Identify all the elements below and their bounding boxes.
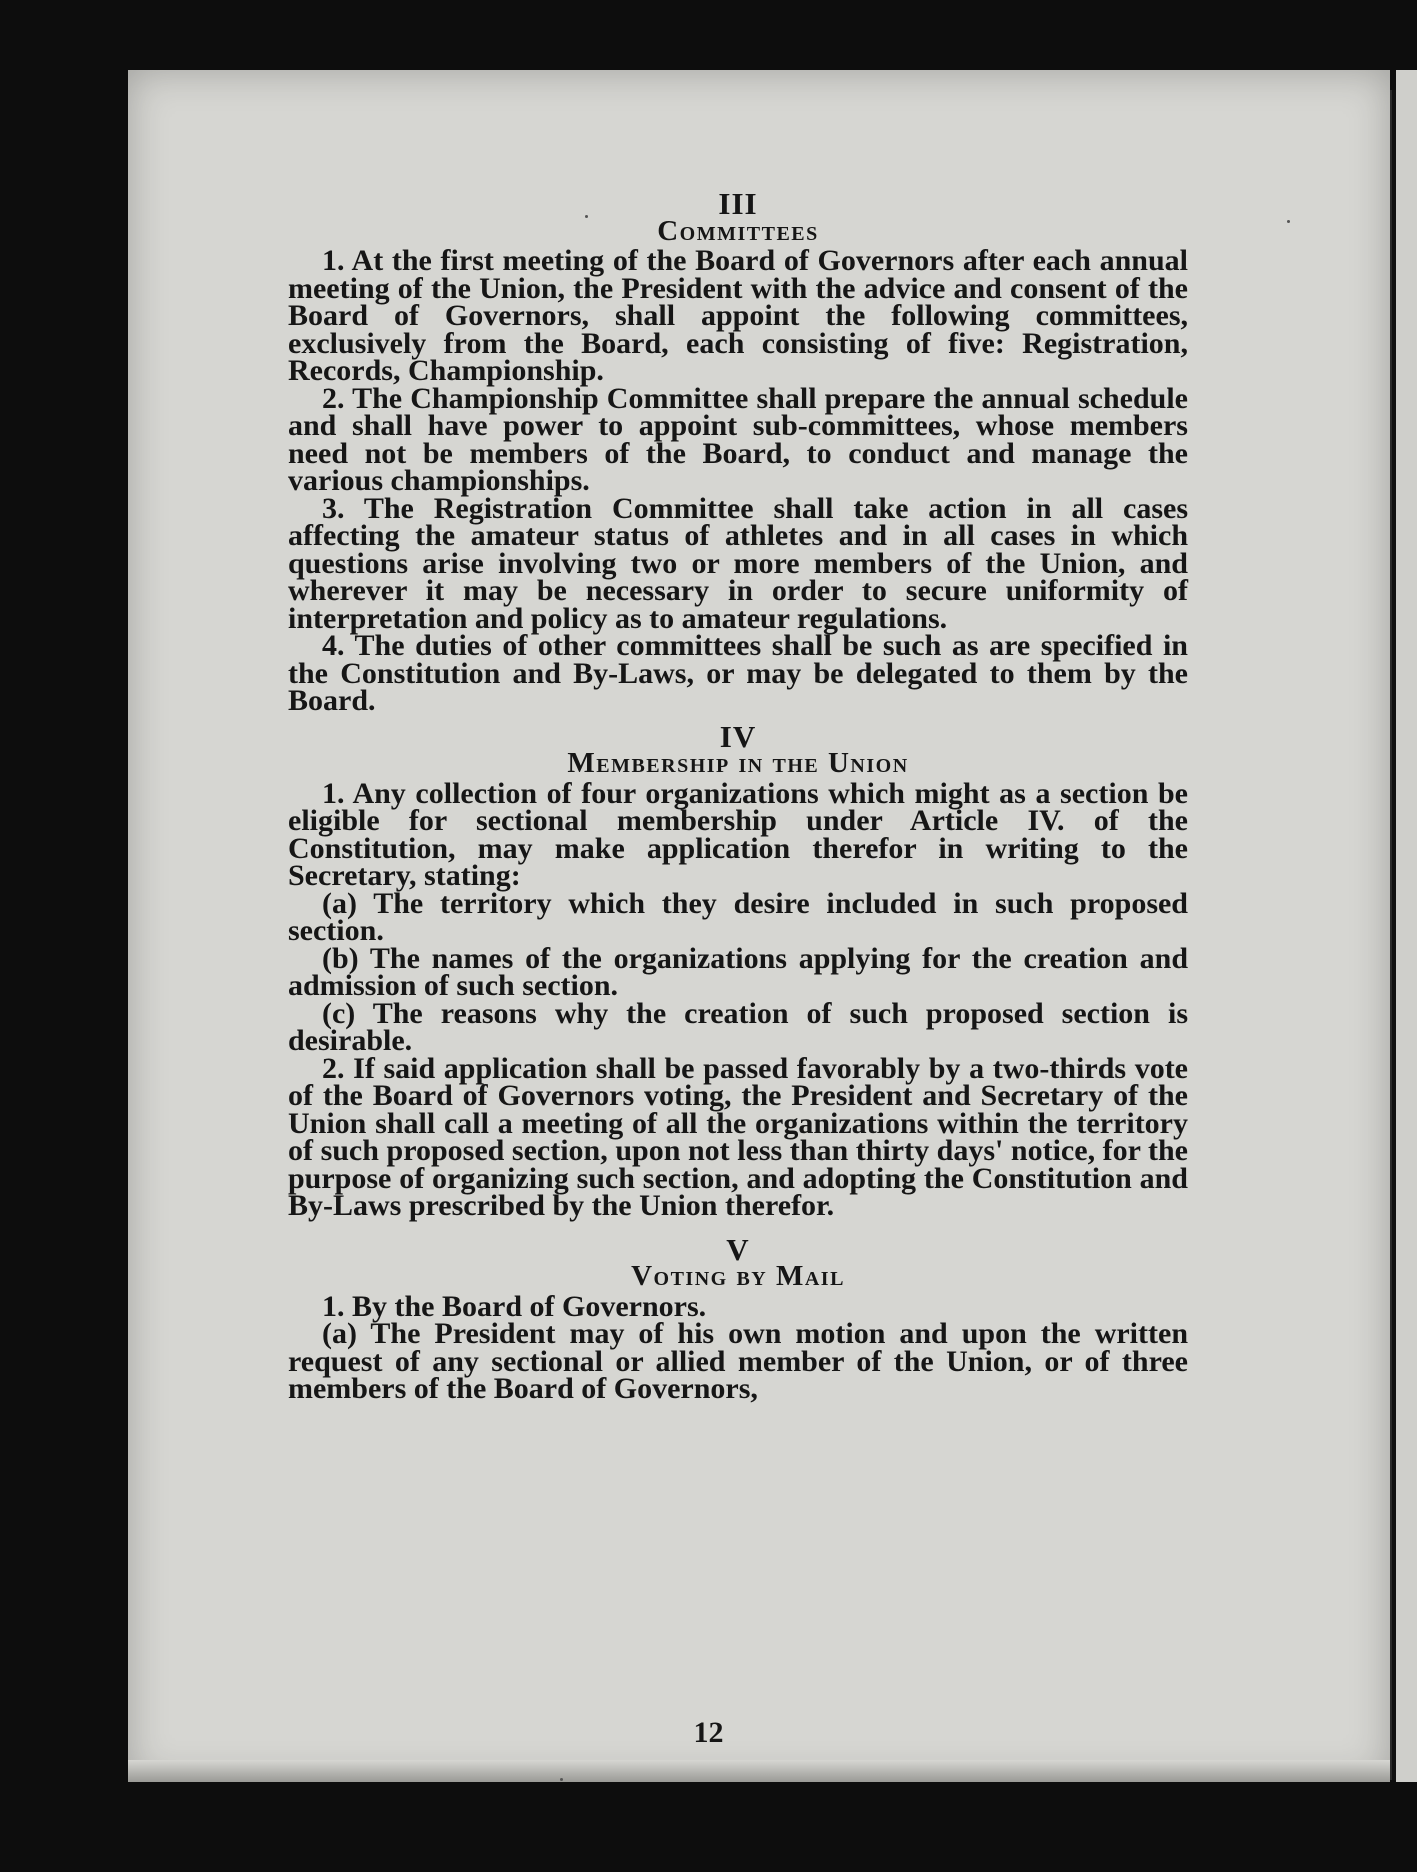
paragraph: 3. The Registration Committee shall take action in all cases affecting the amateur status of athletes and in all cases in which questions arise involving two or more members of the Union, and wherever it may be necessary in order to secure uniformity of interpretation and policy as to amateur regulations. <box>288 491 1188 635</box>
paragraph: 1. At the first meeting of the Board of Governors after each annual meeting of the Union, the President with the advice and consent of the Board of Governors, shall appoint the following committees, exclusively from the Board, each consisting of five: Registration, Records, Championship. <box>288 244 1188 387</box>
dust-speck <box>560 1778 563 1781</box>
paragraph: (b) The names of the organizations applying for the creation and admission of such section. <box>288 941 1188 1002</box>
paragraph: (a) The President may of his own motion and upon the written request of any sectional or allied member of the Union, or of three members of the Board of Governors, <box>288 1317 1188 1405</box>
next-page-edge <box>1396 70 1417 1782</box>
paragraph: (c) The reasons why the creation of such proposed section is desirable. <box>288 996 1188 1057</box>
section-iv <box>288 718 1188 1222</box>
section-heading: Voting by Mail <box>631 1260 845 1292</box>
paragraph: 2. If said application shall be passed favorably by a two-thirds vote of the Board of Governors voting, the President and Secretary of the Union shall call a meeting of all the organizations within the territory of such proposed section, upon not less than thirty days' notice, for the purpose of organizing such section, and adopting the Constitution and By-Laws prescribed by the Union therefor. <box>288 1051 1188 1222</box>
paragraph: (a) The territory which they desire included in such proposed section. <box>288 886 1188 947</box>
text-column <box>288 186 1188 1405</box>
dust-speck <box>1287 220 1290 223</box>
paragraph: 2. The Championship Committee shall prepare the annual schedule and shall have power to appoint sub-committees, whose members need not be members of the Board, to conduct and manage the various championships. <box>288 381 1188 497</box>
section-iii <box>288 186 1188 717</box>
section-v <box>288 1231 1188 1405</box>
paragraph: 1. Any collection of four organizations which might as a section be eligible for sectional membership under Article IV. of the Constitution, may make application therefor in writing to the Secretary, stating: <box>288 776 1188 892</box>
page-number: 12 <box>693 1716 724 1749</box>
section-numeral: V <box>726 1231 750 1267</box>
paragraph: 4. The duties of other committees shall be such as are specified in the Constitution and By-Laws, or may be delegated to them by the Board. <box>288 629 1188 717</box>
page-bottom-shadow <box>128 1760 1390 1782</box>
section-numeral: IV <box>719 718 757 754</box>
paragraph: 1. By the Board of Governors. <box>322 1289 707 1323</box>
section-numeral: III <box>718 186 758 221</box>
section-heading: Membership in the Union <box>567 747 909 779</box>
section-heading: Committees <box>657 214 819 247</box>
